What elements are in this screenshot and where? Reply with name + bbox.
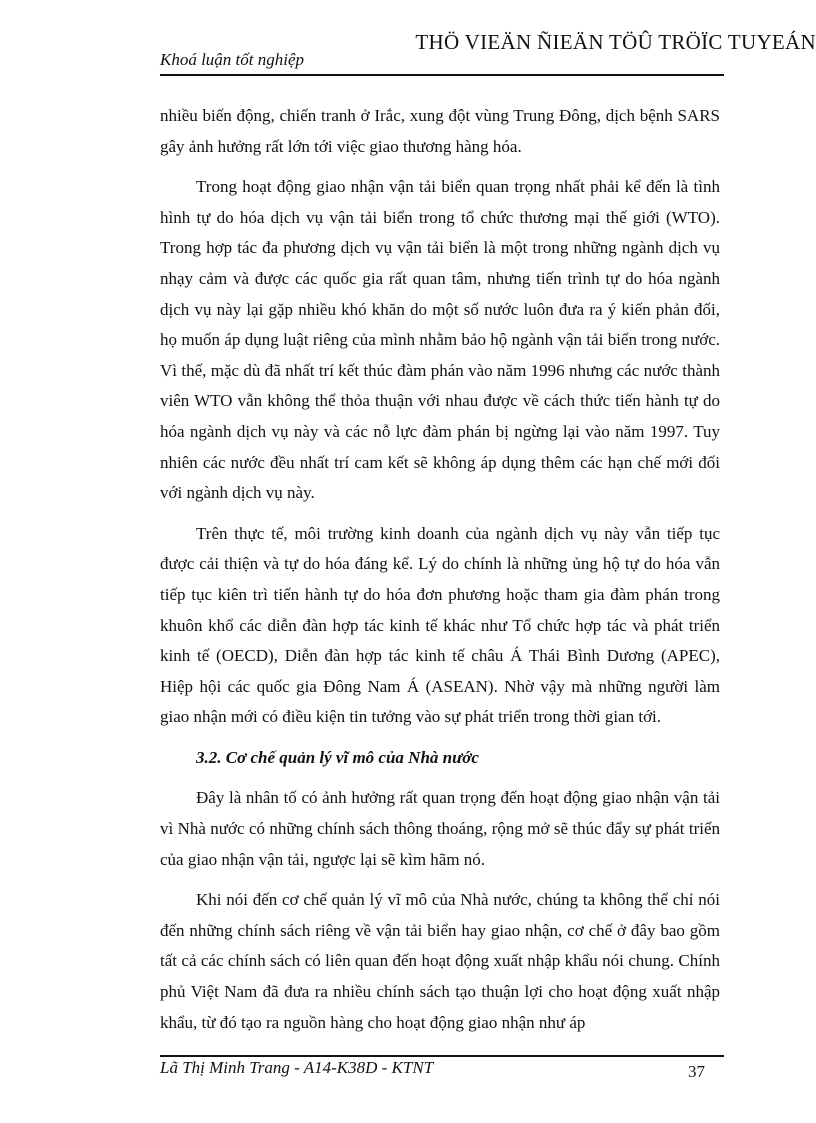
document-body (160, 101, 720, 1048)
section-heading: 3.2. Cơ chế quản lý vĩ mô của Nhà nước (196, 747, 479, 767)
header-library-name: THÖ VIEÄN ÑIEÄN TÖÛ TRÖÏC TUYEÁN (415, 30, 816, 54)
footer-divider (160, 1055, 724, 1057)
header-divider (160, 74, 724, 76)
paragraph-4: Đây là nhân tố có ảnh hưởng rất quan trọng đến hoạt động giao nhận vận tải vì Nhà nước có những chính sách thông thoáng, rộng mở sẽ thúc đẩy sự phát triển của giao nhận vận tải, ngược lại sẽ kìm hãm nó. (160, 788, 720, 869)
paragraph-3: Trên thực tế, môi trường kinh doanh của ngành dịch vụ này vẫn tiếp tục được cải thiện và tự do hóa đáng kể. Lý do chính là những ủng hộ tự do hóa vẫn tiếp tục kiên trì tiến hành tự do hóa đơn phương hoặc tham gia đàm phán trong khuôn khổ các diễn đàn hợp tác kinh tế khác như Tổ chức hợp tác và phát triển kinh tế (OECD), Diễn đàn hợp tác kinh tế châu Á Thái Bình Dương (APEC), Hiệp hội các quốc gia Đông Nam Á (ASEAN). Nhờ vậy mà những người làm giao nhận mới có điều kiện tin tưởng vào sự phát triển trong thời gian tới. (160, 523, 720, 727)
paragraph-5: Khi nói đến cơ chế quản lý vĩ mô của Nhà nước, chúng ta không thể chỉ nói đến những chính sách riêng về vận tải biển hay giao nhận, cơ chế ở đây bao gồm tất cả các chính sách có liên quan đến hoạt động xuất nhập khẩu nói chung. Chính phủ Việt Nam đã đưa ra nhiều chính sách tạo thuận lợi cho hoạt động xuất nhập khẩu, từ đó tạo ra nguồn hàng cho hoạt động giao nhận như áp (160, 890, 720, 1032)
page-number: 37 (688, 1062, 705, 1081)
header-title: Khoá luận tốt nghiệp (160, 50, 305, 69)
paragraph-1: nhiều biến động, chiến tranh ở Irắc, xung đột vùng Trung Đông, dịch bệnh SARS gây ảnh hưởng rất lớn tới việc giao thương hàng hóa. (160, 106, 720, 156)
paragraph-2: Trong hoạt động giao nhận vận tải biển quan trọng nhất phải kể đến là tình hình tự do hóa dịch vụ vận tải biển trong tổ chức thương mại thế giới (WTO). Trong hợp tác đa phương dịch vụ vận tải biển là một trong những ngành dịch vụ nhạy cảm và được các quốc gia rất quan tâm, nhưng tiến trình tự do hóa ngành dịch vụ này lại gặp nhiều khó khăn do một số nước luôn đưa ra ý kiến phản đối, họ muốn áp dụng luật riêng của mình nhằm bảo hộ ngành vận tải biển trong nước. Vì thế, mặc dù đã nhất trí kết thúc đàm phán vào năm 1996 nhưng các nước thành viên WTO vẫn không thể thỏa thuận với nhau được về cách thức tiến hành tự do hóa ngành dịch vụ này và các nỗ lực đàm phán bị ngừng lại vào năm 1997. Tuy nhiên các nước đều nhất trí cam kết sẽ không áp dụng thêm các hạn chế mới đối với ngành dịch vụ này. (160, 177, 720, 503)
footer-author: Lã Thị Minh Trang - A14-K38D - KTNT (160, 1058, 434, 1077)
